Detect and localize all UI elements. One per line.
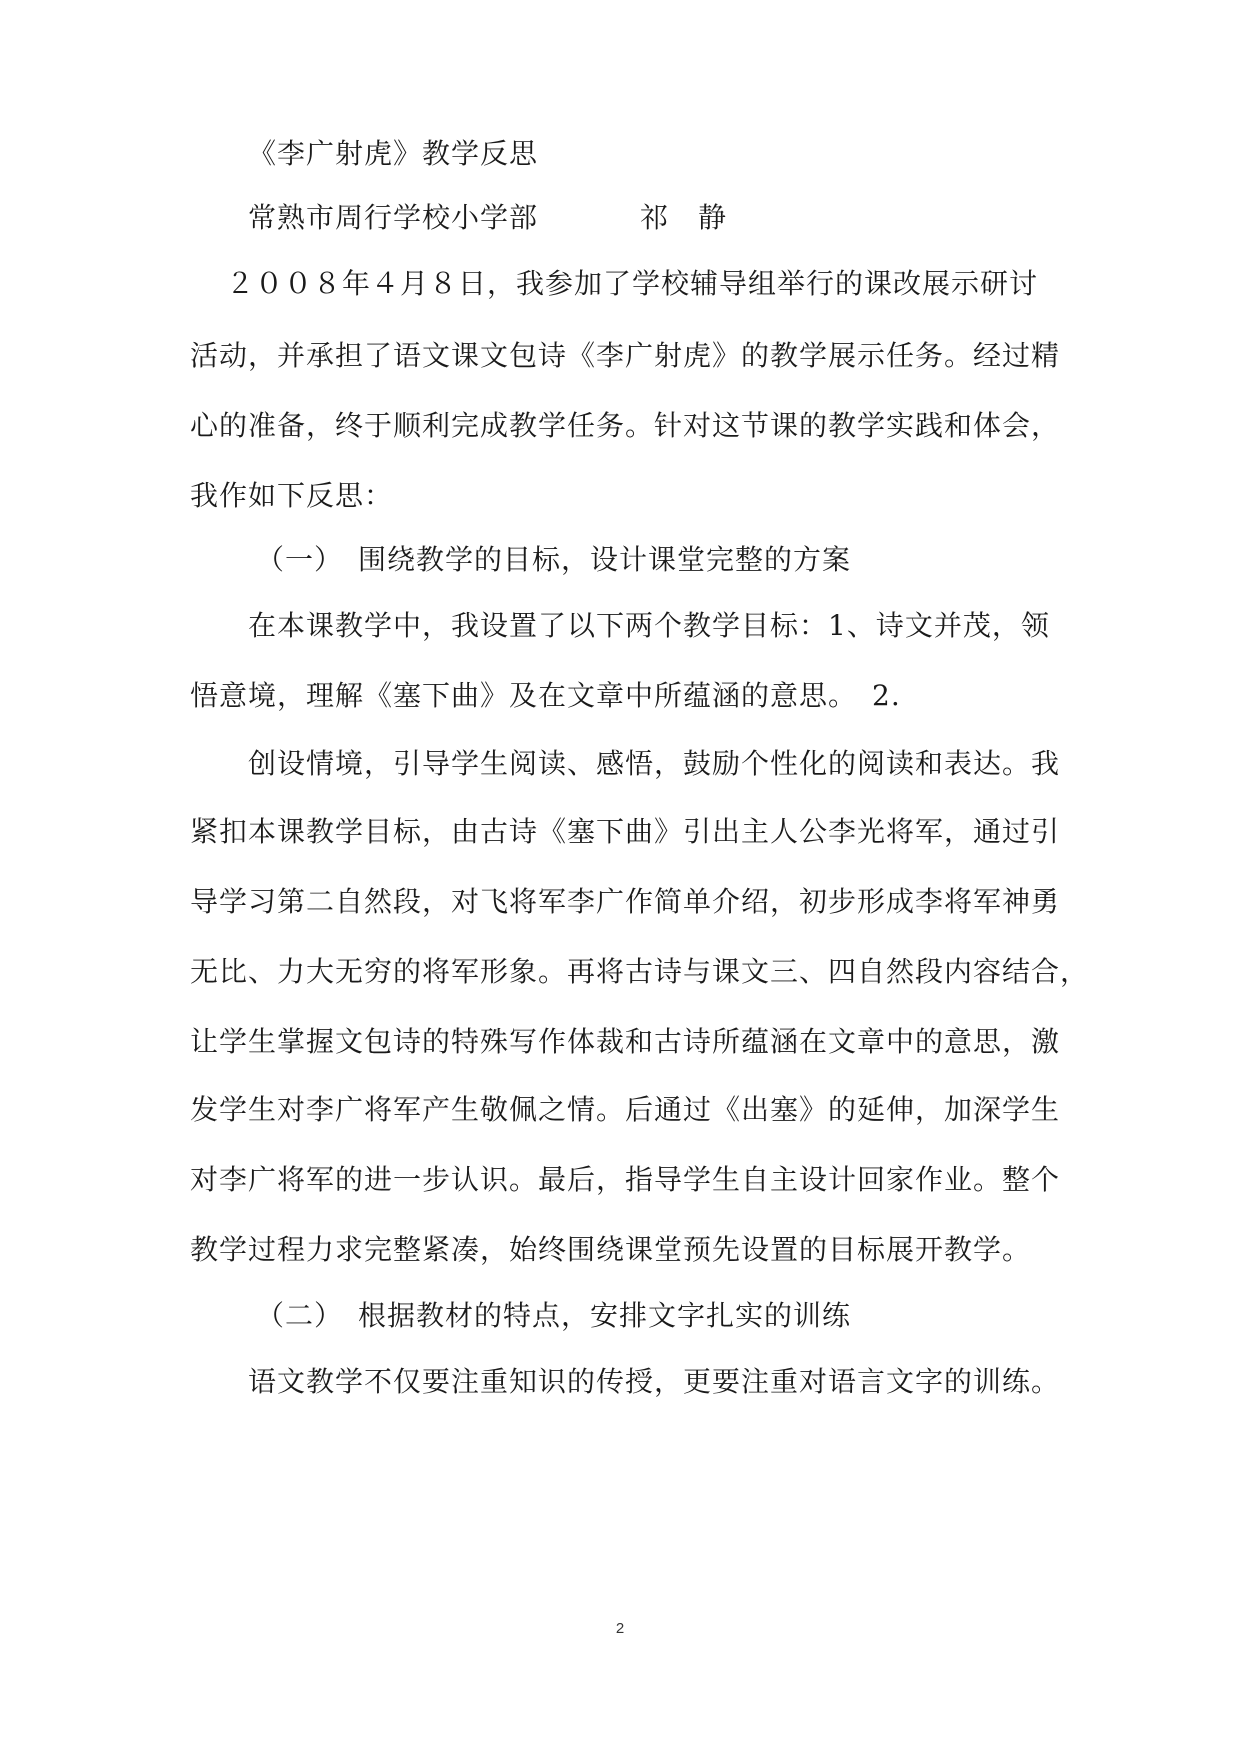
page-number: 2 [615,1620,625,1637]
document-title: 《李广射虎》教学反思 [248,137,539,170]
section-1-paragraph-line: 对李广将军的进一步认识。最后，指导学生自主设计回家作业。整个 [190,1163,1061,1196]
intro-line: 活动，并承担了语文课文包诗《李广射虎》的教学展示任务。经过精 [190,339,1061,372]
section-1-paragraph-line: 发学生对李广将军产生敬佩之情。后通过《出塞》的延伸，加深学生 [190,1093,1061,1126]
intro-line: 心的准备，终于顺利完成教学任务。针对这节课的教学实践和体会， [190,409,1061,442]
section-1-paragraph-line: 紧扣本课教学目标，由古诗《塞下曲》引出主人公李光将军，通过引 [190,815,1061,848]
section-2-heading: （二） 根据教材的特点，安排文字扎实的训练 [256,1299,852,1332]
section-1-paragraph-line: 导学习第二自然段，对飞将军李广作简单介绍，初步形成李将军神勇 [190,885,1061,918]
section-1-paragraph-line: 教学过程力求完整紧凑，始终围绕课堂预先设置的目标展开教学。 [190,1233,1032,1266]
section-1-paragraph-line: 悟意境，理解《塞下曲》及在文章中所蕴涵的意思。 2. [190,679,901,712]
byline-school: 常熟市周行学校小学部 [248,201,539,234]
intro-line: 我作如下反思： [190,479,394,512]
section-1-paragraph-line: 让学生掌握文包诗的特殊写作体裁和古诗所蕴涵在文章中的意思，激 [190,1025,1061,1058]
section-1-paragraph-line: 无比、力大无穷的将军形象。再将古诗与课文三、四自然段内容结合， [190,955,1090,988]
intro-line: ２００８年４月８日，我参加了学校辅导组举行的课改展示研讨 [226,267,1039,300]
section-2-paragraph-line: 语文教学不仅要注重知识的传授，更要注重对语言文字的训练。 [248,1365,1061,1398]
section-1-heading: （一） 围绕教学的目标，设计课堂完整的方案 [256,543,852,576]
byline-author: 祁 静 [640,201,728,234]
section-1-paragraph-line: 创设情境，引导学生阅读、感悟，鼓励个性化的阅读和表达。我 [248,747,1061,780]
section-1-paragraph-line: 在本课教学中，我设置了以下两个教学目标：1、诗文并茂，领 [248,609,1050,642]
